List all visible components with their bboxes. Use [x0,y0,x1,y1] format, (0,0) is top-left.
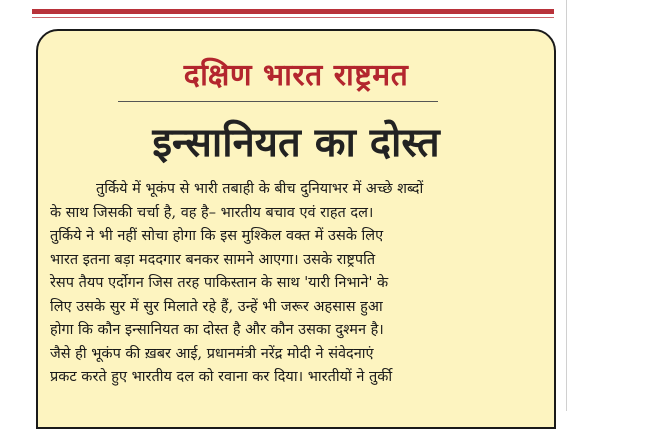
body-line: जैसे ही भूकंप की ख़बर आई, प्रधानमंत्री नरेंद्र मोदी ने संवेदनाएं [50,345,374,362]
body-line: के साथ जिसकी चर्चा है, वह है– भारतीय बचाव एवं राहत दल। [50,204,374,221]
body-line: तुर्किये में भूकंप से भारी तबाही के बीच दुनियाभर में अच्छे शब्दों [96,181,424,197]
body-line: प्रकट करते हुए भारतीय दल को रवाना कर दिया। भारतीयों ने तुर्की [50,369,393,385]
body-line: लिए उसके सुर में सुर मिलाते रहे हैं, उन्हें भी जरूर अहसास हुआ [50,298,383,315]
body-line: होगा कि कौन इन्सानियत का दोस्त है और कौन उसका दुश्मन है। [50,322,384,338]
article-body [50,178,538,390]
body-line: भारत इतना बड़ा मददगार बनकर सामने आएगा। उसके राष्ट्रपति [50,251,376,268]
article-headline: इन्सानियत का दोस्त [152,120,440,166]
masthead-title: दक्षिण भारत राष्ट्रमत [183,58,409,93]
editorial-panel [36,29,556,429]
top-rule-thin [32,17,554,18]
top-rule-thick [32,9,554,14]
column-divider [566,0,567,411]
masthead-underline [118,101,438,102]
body-line: रेसप तैयप एर्दोगन जिस तरह पाकिस्तान के साथ 'यारी निभाने' के [50,275,389,291]
body-line: तुर्किये ने भी नहीं सोचा होगा कि इस मुश्किल वक्त में उसके लिए [50,228,384,244]
